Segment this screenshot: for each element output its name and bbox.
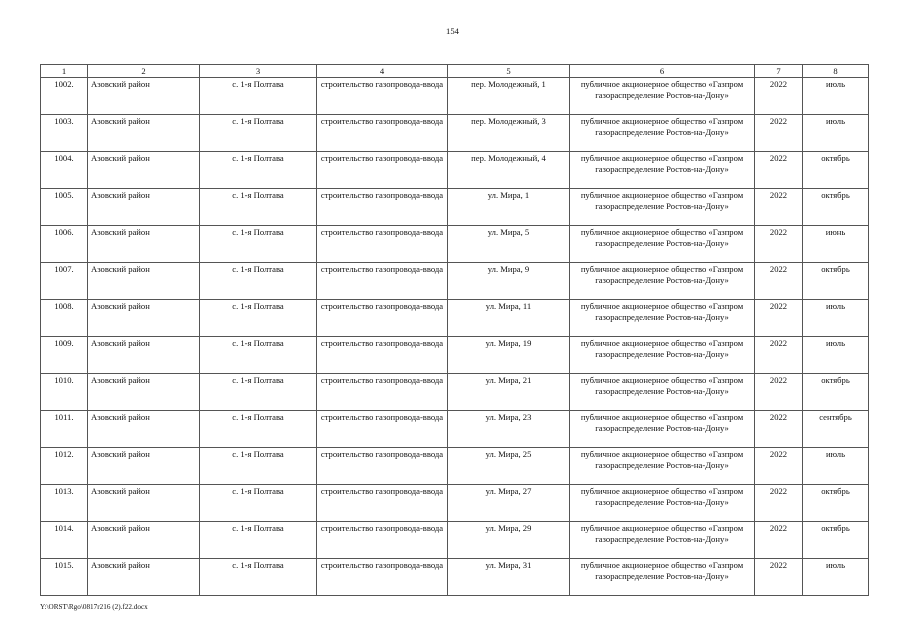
district-cell: Азовский район [88, 226, 200, 263]
column-header: 4 [317, 65, 448, 78]
year-cell: 2022 [755, 559, 803, 596]
month-cell: июнь [803, 226, 869, 263]
month-cell: июль [803, 115, 869, 152]
column-header: 3 [200, 65, 317, 78]
month-cell: июль [803, 78, 869, 115]
month-cell: июль [803, 448, 869, 485]
organization-cell: публичное акционерное общество «Газпром газораспределение Ростов-на-Дону» [570, 263, 755, 300]
work-type-cell: строительство газопровода-ввода [317, 337, 448, 374]
work-type-cell: строительство газопровода-ввода [317, 78, 448, 115]
work-type-cell: строительство газопровода-ввода [317, 115, 448, 152]
month-cell: октябрь [803, 522, 869, 559]
table-row [41, 448, 869, 485]
column-header: 8 [803, 65, 869, 78]
month-cell: октябрь [803, 189, 869, 226]
year-cell: 2022 [755, 78, 803, 115]
address-cell: пер. Молодежный, 4 [448, 152, 570, 189]
work-type-cell: строительство газопровода-ввода [317, 300, 448, 337]
district-cell: Азовский район [88, 411, 200, 448]
organization-cell: публичное акционерное общество «Газпром газораспределение Ростов-на-Дону» [570, 152, 755, 189]
column-header: 6 [570, 65, 755, 78]
settlement-cell: с. 1-я Полтава [200, 374, 317, 411]
row-number-cell: 1002. [41, 78, 88, 115]
district-cell: Азовский район [88, 485, 200, 522]
settlement-cell: с. 1-я Полтава [200, 152, 317, 189]
column-number-row [41, 65, 869, 78]
month-cell: октябрь [803, 263, 869, 300]
organization-cell: публичное акционерное общество «Газпром газораспределение Ростов-на-Дону» [570, 78, 755, 115]
year-cell: 2022 [755, 189, 803, 226]
address-cell: ул. Мира, 21 [448, 374, 570, 411]
year-cell: 2022 [755, 448, 803, 485]
settlement-cell: с. 1-я Полтава [200, 522, 317, 559]
work-type-cell: строительство газопровода-ввода [317, 189, 448, 226]
table-row [41, 337, 869, 374]
work-type-cell: строительство газопровода-ввода [317, 226, 448, 263]
organization-cell: публичное акционерное общество «Газпром газораспределение Ростов-на-Дону» [570, 522, 755, 559]
row-number-cell: 1011. [41, 411, 88, 448]
settlement-cell: с. 1-я Полтава [200, 337, 317, 374]
year-cell: 2022 [755, 263, 803, 300]
address-cell: ул. Мира, 5 [448, 226, 570, 263]
work-type-cell: строительство газопровода-ввода [317, 411, 448, 448]
column-header: 7 [755, 65, 803, 78]
row-number-cell: 1008. [41, 300, 88, 337]
table-row [41, 559, 869, 596]
row-number-cell: 1012. [41, 448, 88, 485]
address-cell: ул. Мира, 23 [448, 411, 570, 448]
row-number-cell: 1003. [41, 115, 88, 152]
district-cell: Азовский район [88, 152, 200, 189]
row-number-cell: 1015. [41, 559, 88, 596]
row-number-cell: 1009. [41, 337, 88, 374]
district-cell: Азовский район [88, 78, 200, 115]
month-cell: сентябрь [803, 411, 869, 448]
district-cell: Азовский район [88, 374, 200, 411]
address-cell: ул. Мира, 29 [448, 522, 570, 559]
month-cell: июль [803, 337, 869, 374]
organization-cell: публичное акционерное общество «Газпром газораспределение Ростов-на-Дону» [570, 448, 755, 485]
work-type-cell: строительство газопровода-ввода [317, 448, 448, 485]
organization-cell: публичное акционерное общество «Газпром газораспределение Ростов-на-Дону» [570, 337, 755, 374]
work-type-cell: строительство газопровода-ввода [317, 485, 448, 522]
year-cell: 2022 [755, 374, 803, 411]
district-cell: Азовский район [88, 559, 200, 596]
organization-cell: публичное акционерное общество «Газпром газораспределение Ростов-на-Дону» [570, 374, 755, 411]
month-cell: июль [803, 300, 869, 337]
work-type-cell: строительство газопровода-ввода [317, 559, 448, 596]
address-cell: ул. Мира, 11 [448, 300, 570, 337]
year-cell: 2022 [755, 485, 803, 522]
work-type-cell: строительство газопровода-ввода [317, 374, 448, 411]
table-row [41, 152, 869, 189]
row-number-cell: 1013. [41, 485, 88, 522]
table-row [41, 263, 869, 300]
address-cell: ул. Мира, 25 [448, 448, 570, 485]
organization-cell: публичное акционерное общество «Газпром газораспределение Ростов-на-Дону» [570, 189, 755, 226]
column-header: 5 [448, 65, 570, 78]
district-cell: Азовский район [88, 448, 200, 485]
settlement-cell: с. 1-я Полтава [200, 411, 317, 448]
row-number-cell: 1010. [41, 374, 88, 411]
work-type-cell: строительство газопровода-ввода [317, 522, 448, 559]
address-cell: ул. Мира, 27 [448, 485, 570, 522]
row-number-cell: 1005. [41, 189, 88, 226]
settlement-cell: с. 1-я Полтава [200, 78, 317, 115]
table-row [41, 374, 869, 411]
organization-cell: публичное акционерное общество «Газпром газораспределение Ростов-на-Дону» [570, 115, 755, 152]
settlement-cell: с. 1-я Полтава [200, 485, 317, 522]
table-row [41, 411, 869, 448]
work-type-cell: строительство газопровода-ввода [317, 152, 448, 189]
organization-cell: публичное акционерное общество «Газпром газораспределение Ростов-на-Дону» [570, 226, 755, 263]
row-number-cell: 1014. [41, 522, 88, 559]
file-path-footer: Y:\ORST\Rgo\0817r216 (2).f22.docx [40, 603, 148, 611]
address-cell: пер. Молодежный, 3 [448, 115, 570, 152]
district-cell: Азовский район [88, 189, 200, 226]
year-cell: 2022 [755, 300, 803, 337]
address-cell: ул. Мира, 31 [448, 559, 570, 596]
table-row [41, 115, 869, 152]
district-cell: Азовский район [88, 522, 200, 559]
settlement-cell: с. 1-я Полтава [200, 189, 317, 226]
organization-cell: публичное акционерное общество «Газпром газораспределение Ростов-на-Дону» [570, 559, 755, 596]
settlement-cell: с. 1-я Полтава [200, 559, 317, 596]
address-cell: ул. Мира, 9 [448, 263, 570, 300]
year-cell: 2022 [755, 522, 803, 559]
address-cell: ул. Мира, 1 [448, 189, 570, 226]
settlement-cell: с. 1-я Полтава [200, 226, 317, 263]
district-cell: Азовский район [88, 300, 200, 337]
table-row [41, 522, 869, 559]
row-number-cell: 1004. [41, 152, 88, 189]
address-cell: пер. Молодежный, 1 [448, 78, 570, 115]
year-cell: 2022 [755, 115, 803, 152]
month-cell: октябрь [803, 485, 869, 522]
row-number-cell: 1006. [41, 226, 88, 263]
district-cell: Азовский район [88, 263, 200, 300]
settlement-cell: с. 1-я Полтава [200, 448, 317, 485]
settlement-cell: с. 1-я Полтава [200, 115, 317, 152]
month-cell: июль [803, 559, 869, 596]
settlement-cell: с. 1-я Полтава [200, 263, 317, 300]
organization-cell: публичное акционерное общество «Газпром газораспределение Ростов-на-Дону» [570, 300, 755, 337]
table-row [41, 226, 869, 263]
table-row [41, 300, 869, 337]
table-row [41, 78, 869, 115]
district-cell: Азовский район [88, 115, 200, 152]
year-cell: 2022 [755, 411, 803, 448]
month-cell: октябрь [803, 152, 869, 189]
address-cell: ул. Мира, 19 [448, 337, 570, 374]
page-number: 154 [446, 26, 459, 36]
table-row [41, 485, 869, 522]
year-cell: 2022 [755, 337, 803, 374]
gas-works-table [40, 64, 869, 596]
work-type-cell: строительство газопровода-ввода [317, 263, 448, 300]
year-cell: 2022 [755, 226, 803, 263]
month-cell: октябрь [803, 374, 869, 411]
column-header: 1 [41, 65, 88, 78]
column-header: 2 [88, 65, 200, 78]
row-number-cell: 1007. [41, 263, 88, 300]
settlement-cell: с. 1-я Полтава [200, 300, 317, 337]
organization-cell: публичное акционерное общество «Газпром газораспределение Ростов-на-Дону» [570, 411, 755, 448]
district-cell: Азовский район [88, 337, 200, 374]
organization-cell: публичное акционерное общество «Газпром газораспределение Ростов-на-Дону» [570, 485, 755, 522]
table-row [41, 189, 869, 226]
year-cell: 2022 [755, 152, 803, 189]
